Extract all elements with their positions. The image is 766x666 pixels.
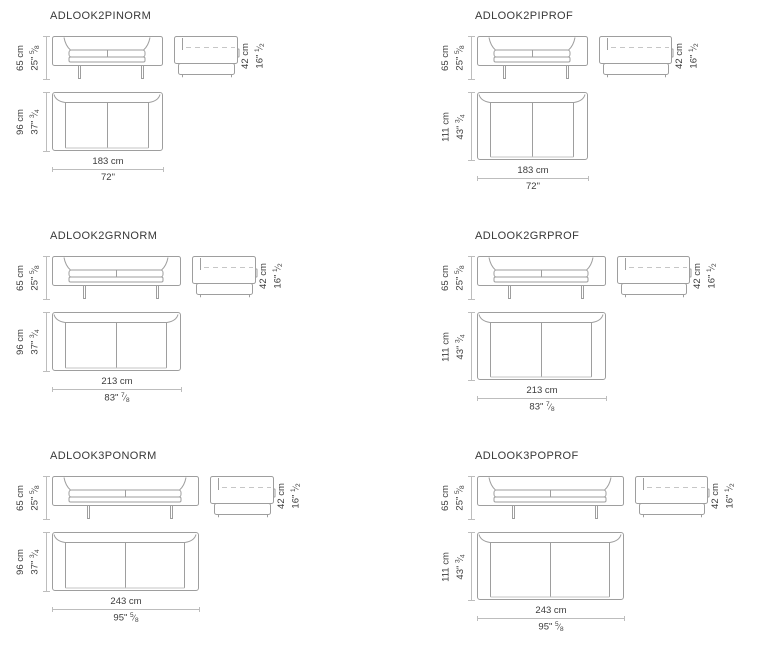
height-imperial: 25" $^5⁄_8$ — [29, 45, 42, 71]
side-view-drawing — [635, 476, 716, 522]
depth-dimension-line — [467, 312, 476, 381]
front-elevation-drawing — [477, 476, 625, 522]
depth-dimension-label — [17, 313, 41, 371]
height-metric: 65 cm — [15, 485, 27, 511]
model-name: ADLOOK3PONORM — [50, 450, 157, 462]
height-dimension-line — [467, 36, 476, 80]
side-view-drawing — [192, 256, 264, 302]
width-dimension-label — [52, 376, 182, 404]
front-elevation-drawing — [477, 256, 607, 302]
height-imperial: 25" $^5⁄_8$ — [454, 485, 467, 511]
front-elevation-drawing — [52, 476, 200, 522]
seat-imperial: 16" $^1⁄_2$ — [724, 483, 737, 509]
depth-imperial: 37" $^3⁄_4$ — [29, 549, 42, 575]
depth-dimension-line — [42, 92, 51, 152]
width-imperial: 72" — [101, 172, 115, 183]
depth-dimension-label — [442, 93, 466, 160]
height-dimension-line — [42, 36, 51, 80]
model-name: ADLOOK2GRPROF — [475, 230, 580, 242]
width-dimension-label — [52, 596, 200, 624]
depth-dimension-line — [467, 92, 476, 161]
seat-imperial: 16" $^1⁄_2$ — [290, 483, 303, 509]
width-metric: 213 cm — [526, 385, 558, 396]
seat-height-dimension-label — [694, 256, 718, 296]
height-imperial: 25" $^5⁄_8$ — [29, 265, 42, 291]
width-metric: 183 cm — [517, 165, 549, 176]
plan-view-drawing — [477, 92, 589, 161]
depth-dimension-label — [17, 93, 41, 151]
width-imperial: 83" $^7⁄_8$ — [104, 392, 130, 404]
height-metric: 65 cm — [440, 265, 452, 291]
depth-metric: 96 cm — [15, 549, 27, 575]
depth-imperial: 37" $^3⁄_4$ — [29, 109, 42, 135]
height-metric: 65 cm — [440, 485, 452, 511]
spec-cell-adlook3poprof — [439, 448, 766, 666]
height-imperial: 25" $^5⁄_8$ — [454, 45, 467, 71]
depth-metric: 96 cm — [15, 329, 27, 355]
front-elevation-drawing — [52, 36, 164, 82]
height-dimension-label — [442, 476, 466, 520]
depth-metric: 111 cm — [440, 551, 452, 582]
depth-metric: 96 cm — [15, 109, 27, 135]
width-dimension-line — [52, 169, 164, 170]
width-dimension-label — [477, 165, 589, 192]
seat-metric: 42 cm — [258, 263, 270, 289]
seat-metric: 42 cm — [674, 43, 686, 69]
width-imperial: 83" $^7⁄_8$ — [529, 401, 555, 413]
model-name: ADLOOK2PIPROF — [475, 10, 574, 22]
height-dimension-label — [442, 36, 466, 80]
height-metric: 65 cm — [15, 45, 27, 71]
plan-view-drawing — [52, 92, 164, 152]
model-name: ADLOOK2GRNORM — [50, 230, 158, 242]
depth-dimension-line — [42, 532, 51, 592]
height-dimension-line — [42, 476, 51, 520]
width-dimension-label — [477, 385, 607, 413]
model-name: ADLOOK3POPROF — [475, 450, 579, 462]
front-elevation-drawing — [477, 36, 589, 82]
depth-metric: 111 cm — [440, 111, 452, 142]
height-imperial: 25" $^5⁄_8$ — [454, 265, 467, 291]
spec-cell-adlook3ponorm — [14, 448, 404, 666]
plan-view-drawing — [477, 532, 625, 601]
width-metric: 243 cm — [535, 605, 567, 616]
depth-dimension-label — [442, 533, 466, 600]
width-imperial: 95" $^5⁄_8$ — [538, 621, 564, 633]
depth-dimension-line — [42, 312, 51, 372]
depth-dimension-line — [467, 532, 476, 601]
seat-height-dimension-label — [676, 36, 700, 76]
seat-imperial: 16" $^1⁄_2$ — [272, 263, 285, 289]
width-dimension-label — [477, 605, 625, 633]
width-metric: 213 cm — [101, 376, 133, 387]
width-metric: 183 cm — [92, 156, 124, 167]
height-dimension-label — [17, 36, 41, 80]
seat-imperial: 16" $^1⁄_2$ — [706, 263, 719, 289]
height-dimension-label — [17, 476, 41, 520]
height-dimension-label — [442, 256, 466, 300]
seat-imperial: 16" $^1⁄_2$ — [254, 43, 267, 69]
spec-cell-adlook2grprof — [439, 228, 766, 446]
spec-cell-adlook2piprof — [439, 8, 766, 226]
seat-metric: 42 cm — [692, 263, 704, 289]
side-view-drawing — [210, 476, 282, 522]
height-metric: 65 cm — [15, 265, 27, 291]
width-dimension-line — [477, 618, 625, 619]
spec-cell-adlook2pinorm — [14, 8, 404, 226]
plan-view-drawing — [52, 312, 182, 372]
front-elevation-drawing — [52, 256, 182, 302]
depth-imperial: 43" $^3⁄_4$ — [454, 113, 467, 140]
width-imperial: 72" — [526, 181, 540, 192]
height-imperial: 25" $^5⁄_8$ — [29, 485, 42, 511]
width-imperial: 95" $^5⁄_8$ — [113, 612, 139, 624]
seat-imperial: 16" $^1⁄_2$ — [688, 43, 701, 69]
side-view-drawing — [599, 36, 680, 82]
depth-metric: 111 cm — [440, 331, 452, 362]
height-dimension-label — [17, 256, 41, 300]
seat-height-dimension-label — [712, 476, 736, 516]
depth-dimension-label — [17, 533, 41, 591]
depth-imperial: 43" $^3⁄_4$ — [454, 333, 467, 360]
plan-view-drawing — [52, 532, 200, 592]
model-name: ADLOOK2PINORM — [50, 10, 152, 22]
seat-height-dimension-label — [260, 256, 284, 296]
width-dimension-line — [52, 389, 182, 390]
side-view-drawing — [174, 36, 246, 82]
width-metric: 243 cm — [110, 596, 142, 607]
height-metric: 65 cm — [440, 45, 452, 71]
seat-height-dimension-label — [242, 36, 266, 76]
seat-height-dimension-label — [278, 476, 302, 516]
seat-metric: 42 cm — [710, 483, 722, 509]
height-dimension-line — [42, 256, 51, 300]
depth-dimension-label — [442, 313, 466, 380]
width-dimension-label — [52, 156, 164, 183]
height-dimension-line — [467, 476, 476, 520]
side-view-drawing — [617, 256, 698, 302]
plan-view-drawing — [477, 312, 607, 381]
height-dimension-line — [467, 256, 476, 300]
depth-imperial: 37" $^3⁄_4$ — [29, 329, 42, 355]
depth-imperial: 43" $^3⁄_4$ — [454, 553, 467, 580]
width-dimension-line — [52, 609, 200, 610]
width-dimension-line — [477, 178, 589, 179]
spec-cell-adlook2grnorm — [14, 228, 404, 446]
seat-metric: 42 cm — [276, 483, 288, 509]
width-dimension-line — [477, 398, 607, 399]
seat-metric: 42 cm — [240, 43, 252, 69]
